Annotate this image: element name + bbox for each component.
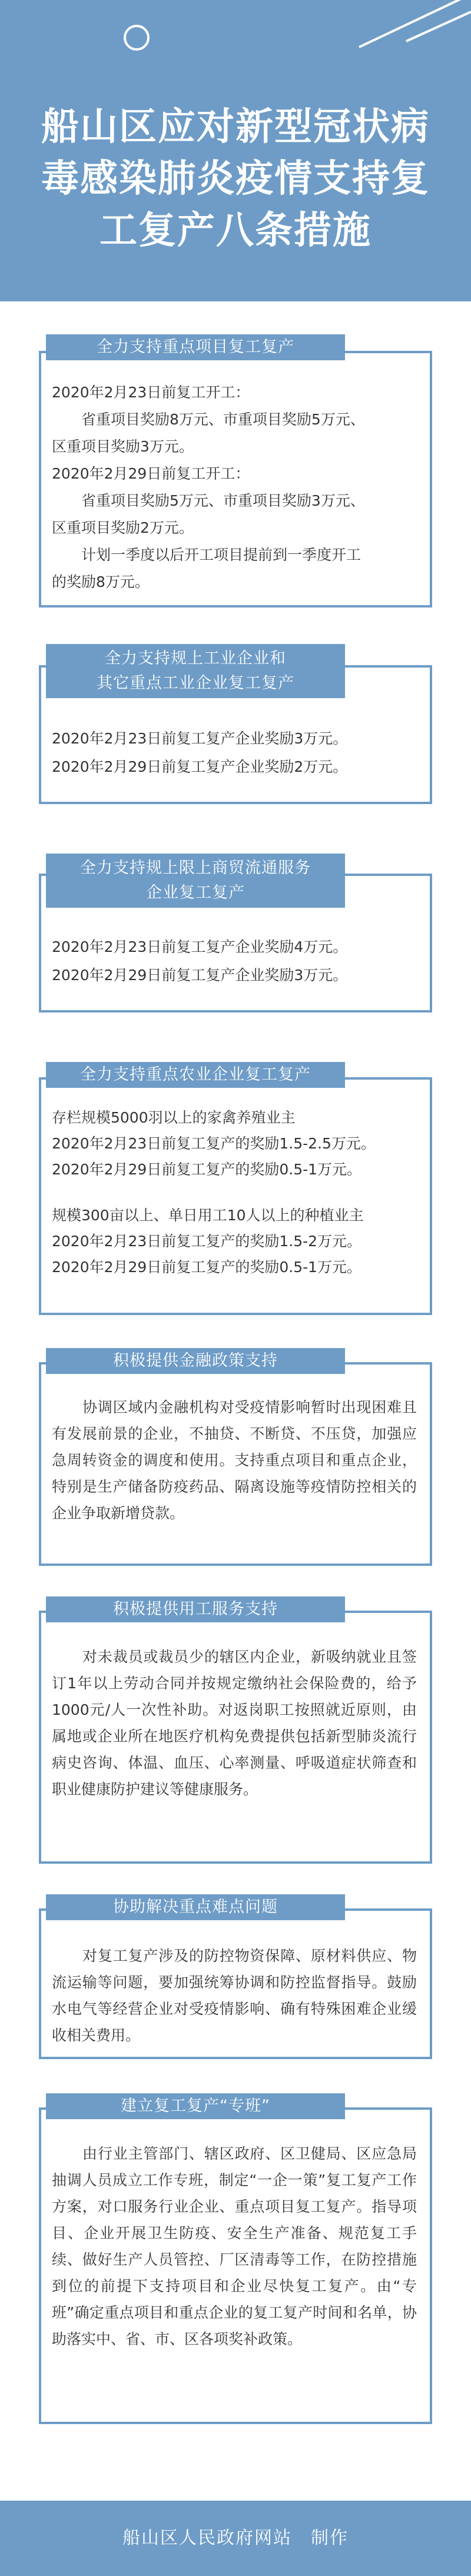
body-line: 2020年2月23日前复工复产的奖励1.5-2.5万元。 xyxy=(52,1135,376,1152)
section-heading-text: 全力支持规上限上商贸流通服务 xyxy=(80,859,311,877)
section-heading-text: 全力支持重点项目复工复产 xyxy=(97,338,294,356)
circle-decoration-icon xyxy=(124,25,150,51)
body-line: 的奖励8万元。 xyxy=(52,573,150,590)
section-heading-key-projects xyxy=(46,334,345,360)
body-line: 规模300亩以上、单日用工10人以上的种植业主 xyxy=(52,1207,364,1224)
body-line: 2020年2月29日前复工复产企业奖励3万元。 xyxy=(52,967,348,984)
section-heading-finance xyxy=(46,1348,345,1374)
body-line: 2020年2月23日前复工开工： xyxy=(52,384,250,401)
body-line: 存栏规模5000羽以上的家禽养殖业主 xyxy=(52,1109,296,1126)
page-title-line-1: 船山区应对新型冠状病 xyxy=(41,105,430,149)
body-line: 2020年2月29日前复工复产的奖励0.5-1万元。 xyxy=(52,1259,362,1276)
section-paragraph: 对未裁员或裁员少的辖区内企业，新吸纳就业且签订1年以上劳动合同并按规定缴纳社会保险费的，给予1000元/人一次性补助。对返岗职工按照就近原则，由属地或企业所在地医疗机构免费提供包括新型肺炎流行病史咨询、体温、血压、心率测量、呼吸道症状筛查和职业健康防护建议等健康服务。 xyxy=(52,1648,417,1798)
section-heading-commerce xyxy=(46,854,345,908)
section-heading-text: 全力支持重点农业企业复工复产 xyxy=(80,1065,311,1084)
body-line: 区重项目奖励2万元。 xyxy=(52,519,194,536)
section-heading-text: 协助解决重点难点问题 xyxy=(113,1898,278,1916)
body-line: 2020年2月23日前复工复产企业奖励4万元。 xyxy=(52,938,348,955)
section-heading-employment xyxy=(46,1596,345,1622)
section-heading-industrial xyxy=(46,644,345,698)
section-heading-text: 全力支持规上工业企业和 xyxy=(105,649,286,668)
section-heading-text: 建立复工复产“专班” xyxy=(121,2097,270,2115)
diagonal-lines-decoration-icon xyxy=(318,0,471,71)
body-line: 区重项目奖励3万元。 xyxy=(52,438,194,455)
body-line: 2020年2月29日前复工复产企业奖励2万元。 xyxy=(52,758,348,775)
section-paragraph: 协调区域内金融机构对受疫情影响暂时出现困难且有发展前景的企业，不抽贷、不断贷、不压贷，加强应急周转资金的调度和使用。支持重点项目和重点企业，特别是生产储备防疫药品、隔离设施等疫情防控相关的企业争取新增贷款。 xyxy=(52,1399,417,1522)
body-line: 2020年2月29日前复工复产的奖励0.5-1万元。 xyxy=(52,1161,362,1178)
body-line: 省重项目奖励5万元、市重项目奖励3万元、 xyxy=(52,492,365,509)
section-heading-text: 企业复工复产 xyxy=(146,884,245,902)
section-paragraph: 对复工复产涉及的防控物资保障、原材料供应、物流运输等问题，要加强统筹协调和防控监督指导。鼓励水电气等经营企业对受疫情影响、确有特殊困难企业缓收相关费用。 xyxy=(52,1947,417,2044)
section-heading-text: 其它重点工业企业复工复产 xyxy=(97,674,294,692)
section-heading-task-force xyxy=(46,2093,345,2119)
section-heading-text: 积极提供金融政策支持 xyxy=(113,1352,278,1370)
body-line: 计划一季度以后开工项目提前到一季度开工 xyxy=(52,546,361,563)
section-heading-text: 积极提供用工服务支持 xyxy=(113,1600,278,1618)
section-paragraph: 由行业主管部门、辖区政府、区卫健局、区应急局抽调人员成立工作专班，制定“一企一策”复工复产工作方案，对口服务行业企业、重点项目复工复产。指导项目、企业开展卫生防疫、安全生产准备、规范复工手续、做好生产人员管控、厂区清毒等工作，在防控措施到位的前提下支持项目和企业尽快复工复产。由“专班”确定重点项目和重点企业的复工复产时间和名单，协助落实中、省、市、区各项奖补政策。 xyxy=(52,2145,417,2348)
page-title-line-2: 毒感染肺炎疫情支持复 xyxy=(41,157,430,201)
header-banner xyxy=(0,0,471,301)
page-title-line-3: 工复产八条措施 xyxy=(99,209,372,253)
section-heading-difficulties xyxy=(46,1894,345,1920)
body-line: 省重项目奖励8万元、市重项目奖励5万元、 xyxy=(52,411,365,428)
body-line: 2020年2月23日前复工复产的奖励1.5-2万元。 xyxy=(52,1233,362,1250)
section-heading-agriculture xyxy=(46,1062,345,1088)
footer-credit: 船山区人民政府网站 制作 xyxy=(0,2501,471,2576)
body-line: 2020年2月23日前复工复产企业奖励3万元。 xyxy=(52,730,348,747)
body-line: 2020年2月29日前复工开工： xyxy=(52,465,250,482)
